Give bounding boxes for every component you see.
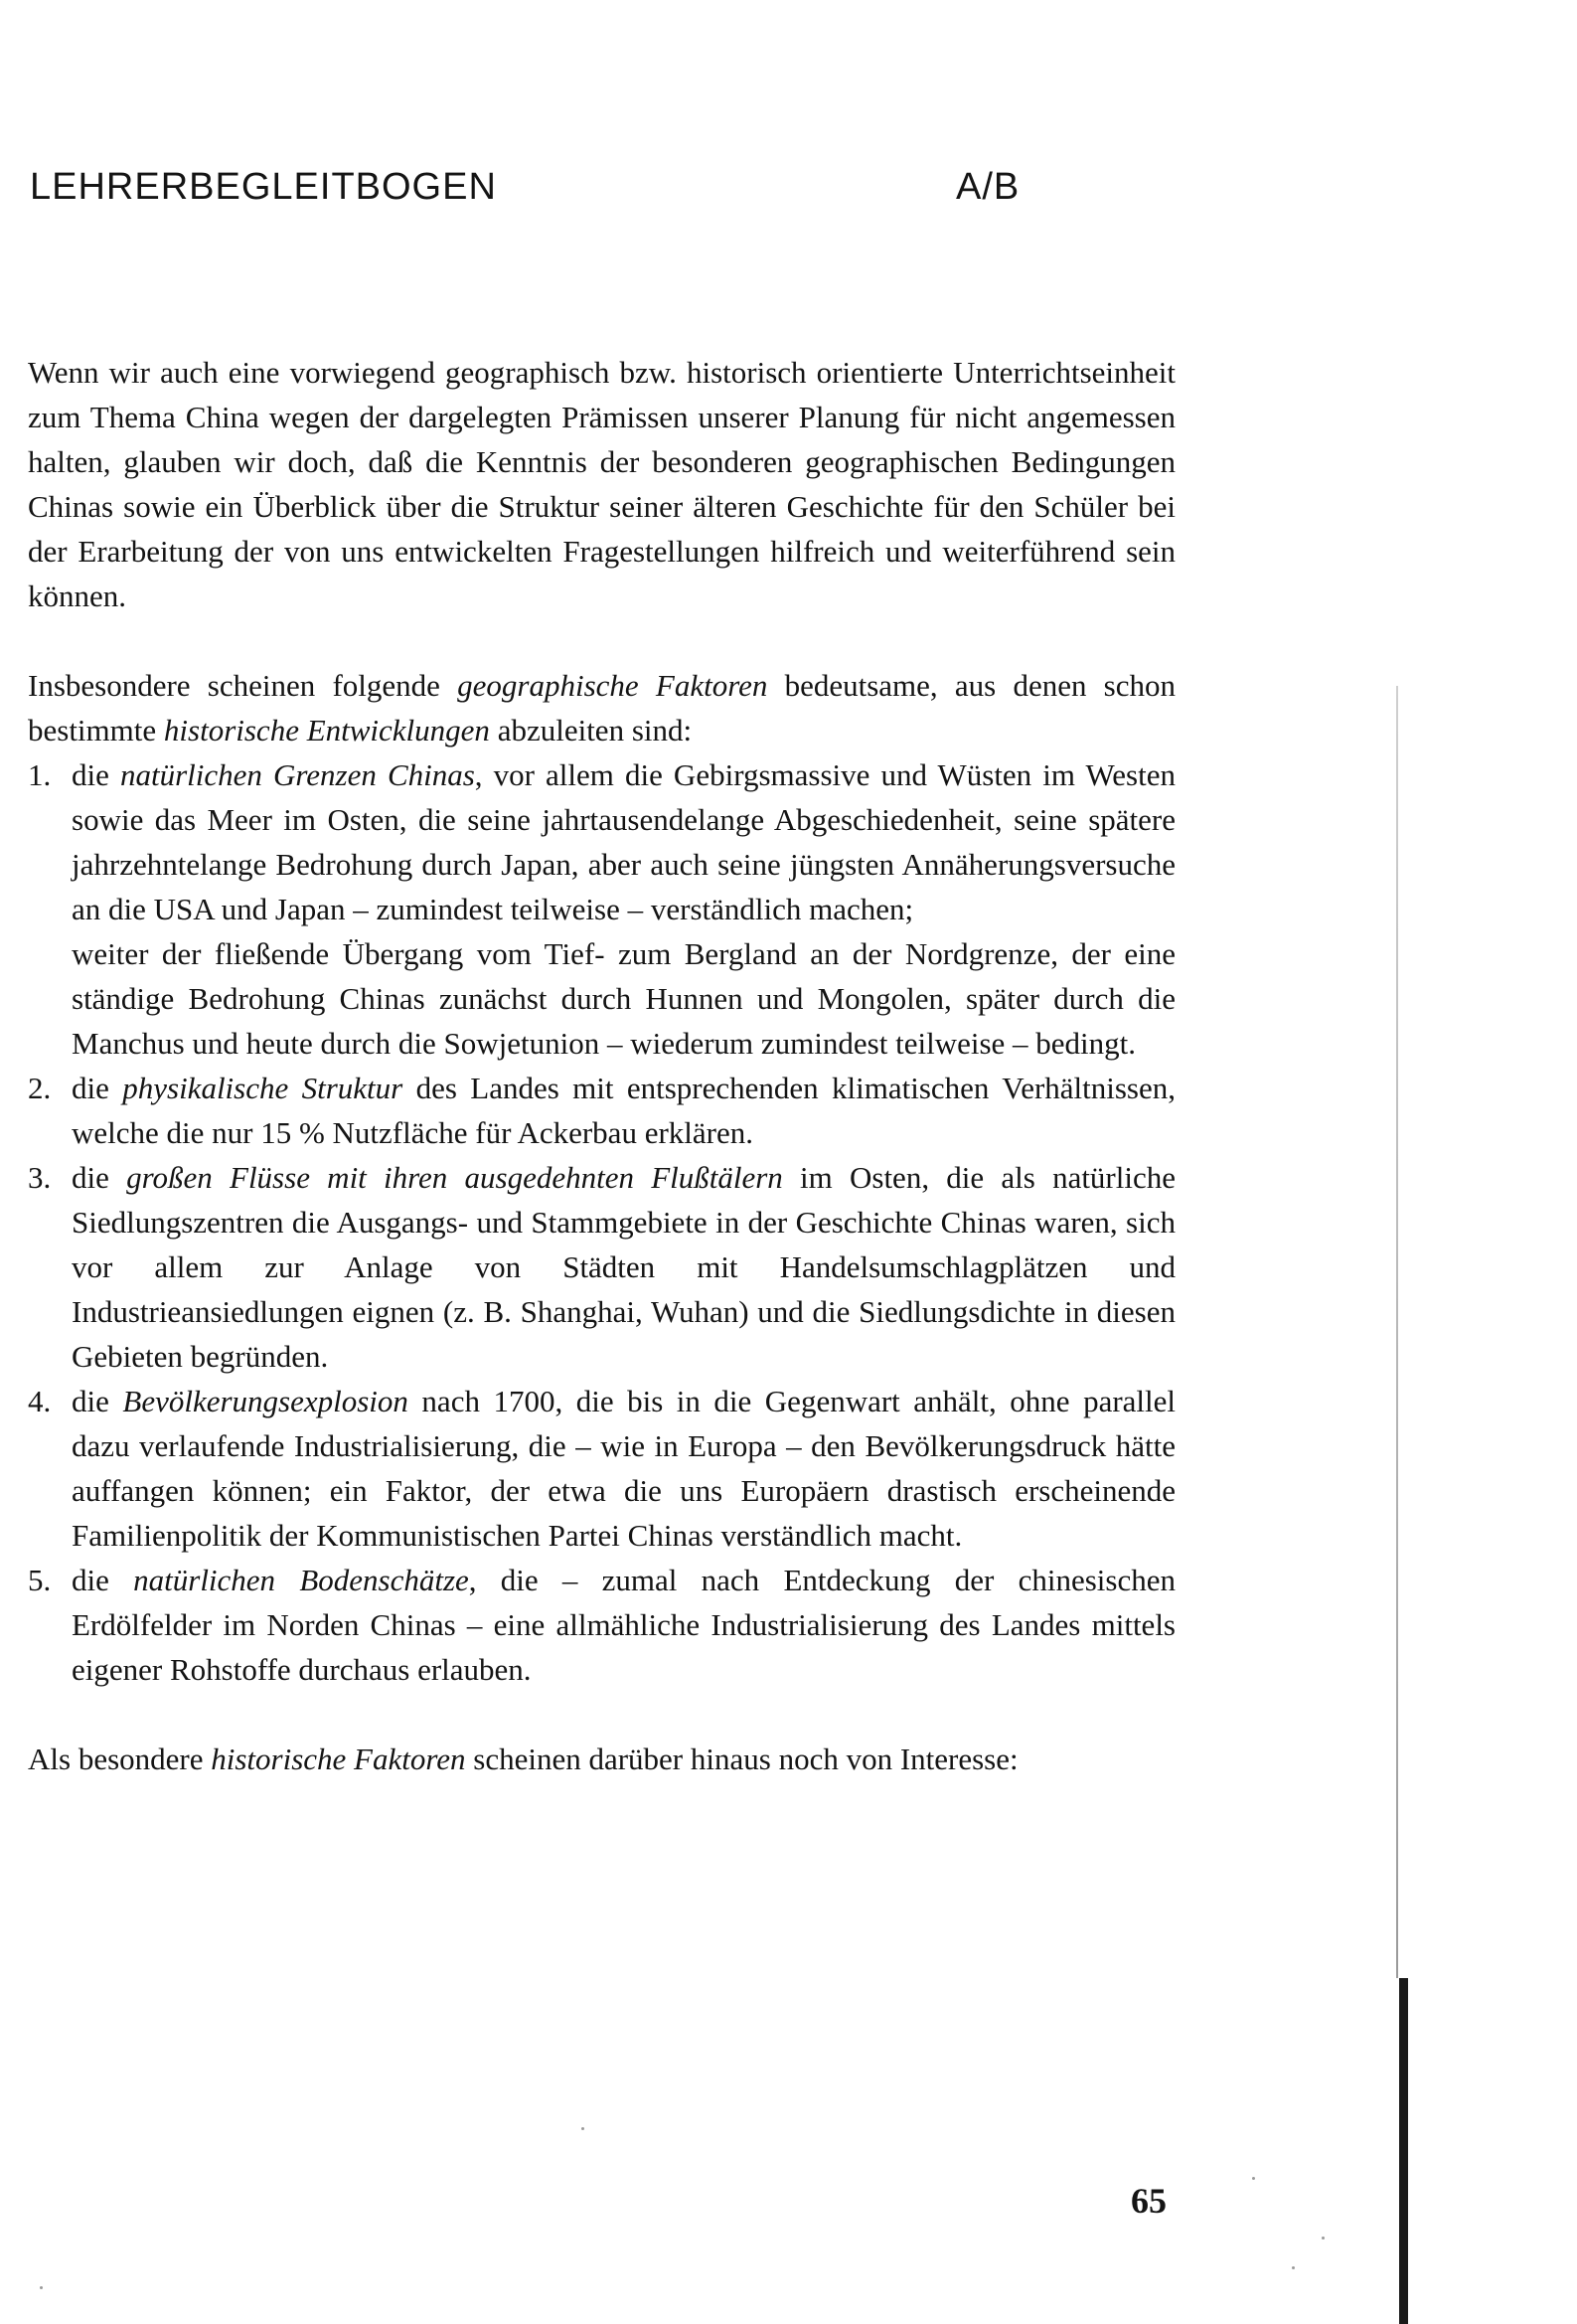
factor-text: des Landes mit entsprechenden klimatischen Verhältnissen, welche die nur 15 % Nutzfläche für Ackerbau erklären.	[72, 1071, 1177, 1150]
factor-emphasis: natürlichen Grenzen Chinas	[119, 757, 475, 792]
factor-text: , die – zumal nach Entdeckung der chinesischen Erdölfelder im Norden Chinas – eine allmähliche Industrialisierung des Landes mittels eigener Rohstoffe durchaus erlauben.	[72, 1563, 1176, 1687]
factor-emphasis: natürlichen Bodenschätze	[133, 1563, 469, 1597]
factor-text: nach 1700, die bis in die Gegenwart anhält, ohne parallel dazu verlaufende Industrialisierung, die – wie in Europa – den Bevölkerungsdruck hätte auffangen können; ein Faktor, der etwa die uns Europäern drastisch erscheinende Familienpolitik der Kommunistischen Partei Chinas verständlich macht.	[72, 1384, 1177, 1553]
factor-item-2	[28, 1066, 1176, 1155]
factors-intro-emphasis-1: geographische Faktoren	[457, 668, 768, 703]
factor-item-5	[28, 1558, 1176, 1692]
document-code: A/B	[956, 166, 1021, 208]
scan-speck	[40, 2286, 43, 2289]
factor-number: 3.	[28, 1160, 52, 1195]
document-title: LEHRERBEGLEITBOGEN	[30, 166, 497, 208]
factor-item-1	[28, 752, 1176, 1066]
factor-text: , vor allem die Gebirgsmassive und Wüsten im Westen sowie das Meer im Osten, die seine jahrtausendelange Abgeschiedenheit, seine spätere jahrzehntelange Bedrohung durch Japan, aber auch seine jüngsten Annäherungsversuche an die USA und Japan – zumindest teilweise – verständlich machen;	[72, 757, 1176, 926]
factor-pre: die	[72, 1160, 127, 1195]
factor-number: 5.	[28, 1563, 52, 1597]
factor-text: im Osten, die als natürliche Siedlungszentren die Ausgangs- und Stammgebiete in der Geschichte Chinas waren, sich vor allem zur Anlage von Städten mit Handelsumschlagplätzen und Industrieansiedlungen eignen (z. B. Shanghai, Wuhan) und die Siedlungsdichte in diesen Gebieten begründen.	[72, 1160, 1177, 1374]
scan-speck	[1252, 2177, 1255, 2180]
intro-paragraph: Wenn wir auch eine vorwiegend geographisch bzw. historisch orientierte Unterrichtseinheit zum Thema China wegen der dargelegten Prämissen unserer Planung für nicht angemessen halten, glauben wir doch, daß die Kenntnis der besonderen geographischen Bedingungen Chinas sowie ein Überblick über die Struktur seiner älteren Geschichte für den Schüler bei der Erarbeitung der von uns entwickelten Fragestellungen hilfreich und weiterführend sein können.	[28, 355, 1176, 613]
factor-number: 4.	[28, 1384, 52, 1418]
page-number: 65	[1131, 2181, 1167, 2221]
page-edge-shadow	[1399, 1978, 1408, 2324]
closing-emphasis: historische Faktoren	[211, 1742, 466, 1776]
closing-text-1: Als besondere	[28, 1742, 212, 1776]
factor-emphasis: physikalische Struktur	[122, 1071, 403, 1105]
factor-item-4	[28, 1379, 1176, 1558]
factor-pre: die	[72, 757, 120, 792]
factors-intro-emphasis-2: historische Entwicklungen	[163, 713, 490, 747]
factor-number: 2.	[28, 1071, 52, 1105]
factor-item-3	[28, 1155, 1176, 1379]
factors-intro-text-2: bedeutsame, aus denen schon bestimmte	[28, 668, 1177, 747]
factor-pre: die	[72, 1071, 123, 1105]
scan-speck	[1322, 2237, 1325, 2240]
scan-speck	[1292, 2266, 1295, 2269]
factor-emphasis: großen Flüsse mit ihren ausgedehnten Flußtälern	[126, 1160, 783, 1195]
factors-intro-text-3: abzuleiten sind:	[489, 713, 693, 747]
page-body	[28, 350, 1176, 1781]
factor-emphasis: Bevölkerungsexplosion	[122, 1384, 408, 1418]
scan-speck	[581, 2127, 584, 2130]
geographic-factors-intro	[28, 663, 1176, 752]
factor-continuation: weiter der fließende Übergang vom Tief- zum Bergland an der Nordgrenze, der eine ständige Bedrohung Chinas zunächst durch Hunnen und Mongolen, später durch die Manchus und heute durch die Sowjetunion – wiederum zumindest teilweise – bedingt.	[72, 936, 1176, 1061]
factor-pre: die	[72, 1563, 134, 1597]
closing-text-2: scheinen darüber hinaus noch von Interesse:	[465, 1742, 1019, 1776]
factors-intro-text-1: Insbesondere scheinen folgende	[28, 668, 458, 703]
page-edge-rule	[1396, 686, 1398, 1978]
factor-pre: die	[72, 1384, 123, 1418]
factor-number: 1.	[28, 757, 52, 792]
historic-factors-intro	[28, 1737, 1176, 1781]
factor-list	[28, 752, 1176, 1692]
